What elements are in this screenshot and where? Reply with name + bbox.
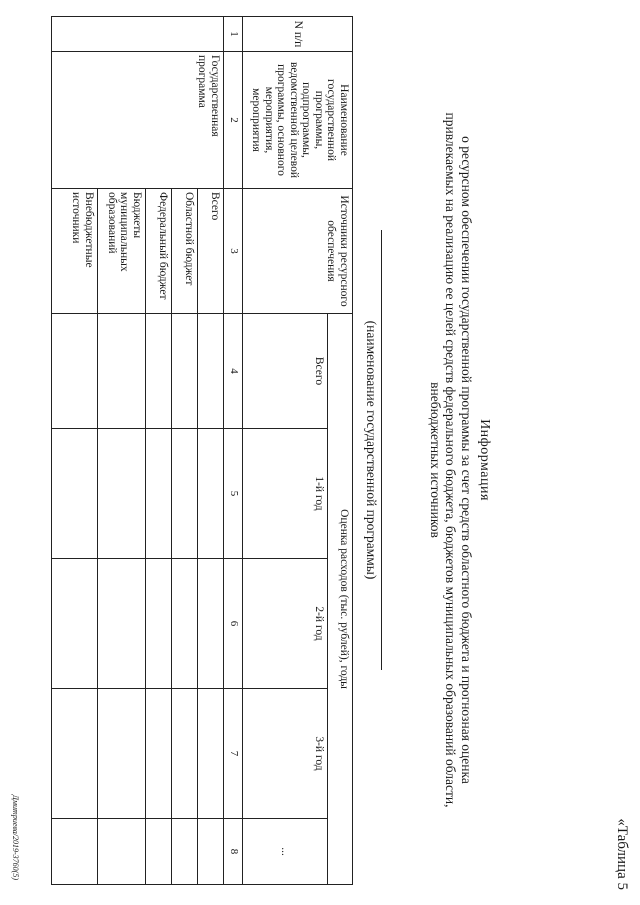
- col-number: 7: [224, 689, 243, 819]
- table-row: [198, 17, 224, 885]
- value-cell: [198, 429, 224, 559]
- value-cell: [98, 819, 146, 885]
- value-cell: [146, 819, 172, 885]
- value-cell: [146, 314, 172, 429]
- header-col-sources: Источники ресурсного обеспечения: [243, 189, 353, 314]
- value-cell: [172, 314, 198, 429]
- header-col-group: Оценка расходов (тыс. рублей), годы: [328, 314, 353, 885]
- source-cell: Федеральный бюджет: [146, 189, 172, 314]
- value-cell: [52, 559, 98, 689]
- value-cell: [198, 689, 224, 819]
- col-number: 8: [224, 819, 243, 885]
- value-cell: [198, 314, 224, 429]
- header-col-year3: 3-й год: [243, 689, 328, 819]
- value-cell: [98, 689, 146, 819]
- header-col-number: N п/п: [243, 17, 353, 52]
- source-cell: Всего: [198, 189, 224, 314]
- value-cell: [52, 689, 98, 819]
- source-cell: Областной бюджет: [172, 189, 198, 314]
- number-row: [224, 17, 243, 885]
- col-number: 6: [224, 559, 243, 689]
- value-cell: [146, 429, 172, 559]
- heading-body: о ресурсном обеспечении государственной программы за счет средств областного бюджета и прогнозная оценка привлекаемых на реализацию ее целей средств федерального бюджета, бюджетов муниципальных образований области, внебюджетных источников: [428, 112, 474, 808]
- header-col-year1: 1-й год: [243, 429, 328, 559]
- value-cell: [52, 429, 98, 559]
- table-label: «Таблица 5: [614, 818, 630, 890]
- value-cell: [172, 819, 198, 885]
- value-cell: [98, 559, 146, 689]
- col-number: 5: [224, 429, 243, 559]
- header-col-name: Наименование государственной программы, подпрограммы, ведомственной целевой программы, основного мероприятия, мероприятия: [243, 52, 353, 189]
- heading: [428, 110, 493, 810]
- header-col-total: Всего: [243, 314, 328, 429]
- value-cell: [172, 559, 198, 689]
- value-cell: [52, 819, 98, 885]
- heading-title: Информация: [477, 419, 492, 501]
- header-col-more: ...: [243, 819, 328, 885]
- row-number-cell: [52, 17, 224, 52]
- value-cell: [172, 429, 198, 559]
- header-col-year2: 2-й год: [243, 559, 328, 689]
- source-cell: Внебюджетные источники: [52, 189, 98, 314]
- value-cell: [98, 429, 146, 559]
- source-cell: Бюджеты муниципальных образований: [98, 189, 146, 314]
- col-number: 2: [224, 52, 243, 189]
- value-cell: [98, 314, 146, 429]
- value-cell: [172, 689, 198, 819]
- value-cell: [198, 559, 224, 689]
- col-number: 3: [224, 189, 243, 314]
- program-name-caption: (наименование государственной программы): [363, 230, 382, 670]
- value-cell: [198, 819, 224, 885]
- value-cell: [146, 689, 172, 819]
- value-cell: [146, 559, 172, 689]
- header-row: [328, 17, 353, 885]
- col-number: 4: [224, 314, 243, 429]
- col-number: 1: [224, 17, 243, 52]
- signature-note: Дмитриева/2019-3760(5): [11, 794, 20, 880]
- resource-table: [51, 16, 353, 885]
- program-label-cell: Государственная программа: [52, 52, 224, 189]
- value-cell: [52, 314, 98, 429]
